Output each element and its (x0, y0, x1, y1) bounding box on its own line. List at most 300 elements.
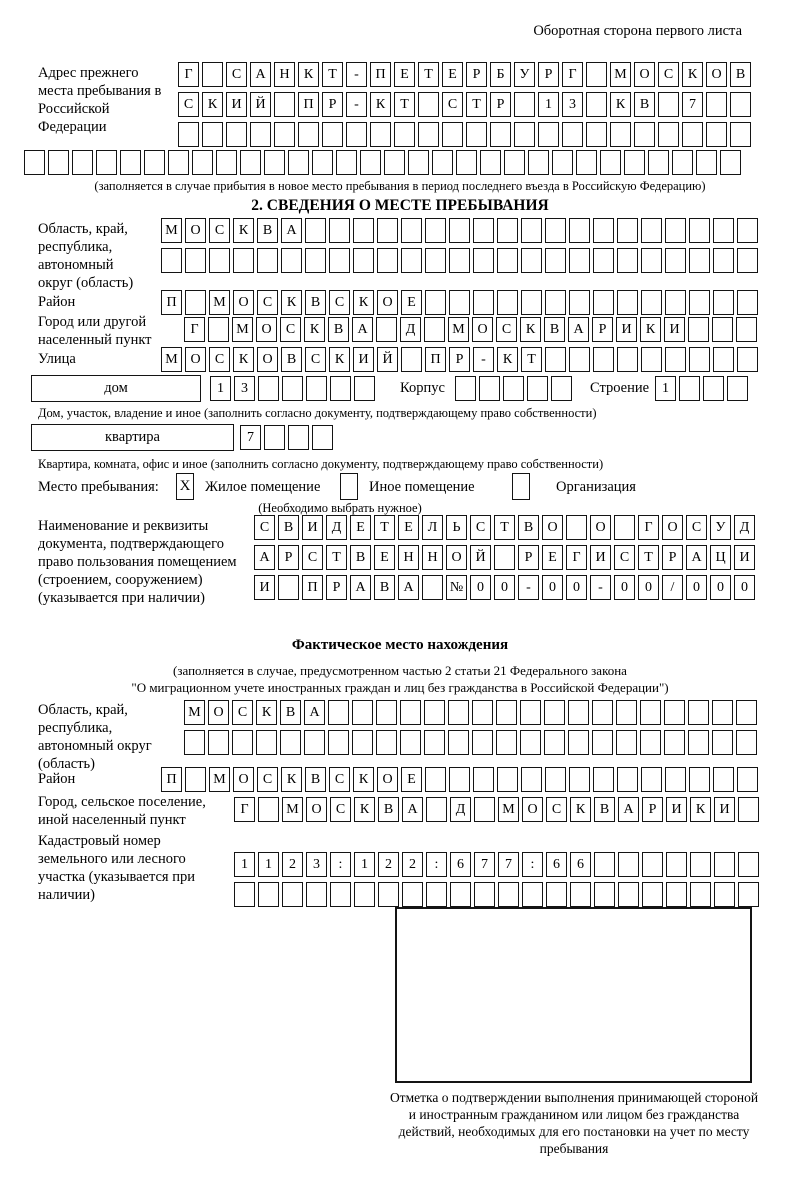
char-box (738, 797, 759, 822)
char-box (617, 248, 638, 273)
char-box: С (329, 767, 350, 792)
char-box (690, 852, 711, 877)
char-box: В (730, 62, 751, 87)
char-box: И (353, 347, 374, 372)
char-box (418, 92, 439, 117)
char-box (617, 347, 638, 372)
char-box (576, 150, 597, 175)
char-box: 0 (734, 575, 755, 600)
char-box: Р (278, 545, 299, 570)
char-box: В (280, 700, 301, 725)
char-box (664, 730, 685, 755)
char-box: Л (422, 515, 443, 540)
document-row-2 (254, 545, 755, 570)
char-box (736, 317, 757, 342)
char-box (545, 347, 566, 372)
char-box (402, 882, 423, 907)
char-box (738, 882, 759, 907)
char-box: - (590, 575, 611, 600)
char-box (448, 730, 469, 755)
char-box (569, 218, 590, 243)
char-box: К (682, 62, 703, 87)
char-box (370, 122, 391, 147)
char-box: Д (326, 515, 347, 540)
char-box (594, 882, 615, 907)
char-box (666, 852, 687, 877)
char-box: В (374, 575, 395, 600)
actual-region-row-1 (184, 700, 757, 725)
char-box (425, 248, 446, 273)
apartment-row (240, 425, 333, 450)
char-box (306, 882, 327, 907)
char-box: С (280, 317, 301, 342)
char-box: К (256, 700, 277, 725)
char-box: В (350, 545, 371, 570)
char-box: К (353, 290, 374, 315)
char-box: О (634, 62, 655, 87)
house-row (210, 376, 375, 401)
apartment-labelbox: квартира (31, 424, 234, 451)
char-box (282, 376, 303, 401)
house-labelbox: дом (31, 375, 201, 402)
char-box: Р (642, 797, 663, 822)
char-box: 6 (570, 852, 591, 877)
house-hint: Дом, участок, владение и иное (заполнить согласно документу, подтверждающему право собственности) (38, 406, 597, 420)
char-box (442, 122, 463, 147)
char-box: Р (518, 545, 539, 570)
char-box (713, 218, 734, 243)
char-box: К (690, 797, 711, 822)
char-box (168, 150, 189, 175)
char-box: 0 (686, 575, 707, 600)
char-box (216, 150, 237, 175)
char-box (689, 248, 710, 273)
char-box (354, 376, 375, 401)
char-box: Е (350, 515, 371, 540)
char-box: Е (542, 545, 563, 570)
char-box: О (208, 700, 229, 725)
char-box (689, 290, 710, 315)
actual-region-label: Область, край, республика, автономный округ (область) (38, 702, 152, 772)
char-box: Е (401, 767, 422, 792)
char-box (257, 248, 278, 273)
char-box: Г (562, 62, 583, 87)
char-box (538, 122, 559, 147)
stroenie-row (655, 376, 748, 401)
char-box (545, 218, 566, 243)
char-box: Г (178, 62, 199, 87)
char-box (422, 575, 443, 600)
char-box: С (257, 290, 278, 315)
char-box (586, 92, 607, 117)
char-box (706, 92, 727, 117)
char-box: А (281, 218, 302, 243)
char-box (641, 290, 662, 315)
char-box: В (305, 767, 326, 792)
char-box: Н (422, 545, 443, 570)
char-box: И (226, 92, 247, 117)
char-box: О (185, 218, 206, 243)
char-box (618, 882, 639, 907)
cadastral-row-2 (234, 882, 759, 907)
char-box (714, 852, 735, 877)
char-box (312, 150, 333, 175)
char-box: 0 (494, 575, 515, 600)
char-box (736, 730, 757, 755)
char-box (592, 730, 613, 755)
char-box (329, 248, 350, 273)
char-box: О (256, 317, 277, 342)
char-box (480, 150, 501, 175)
char-box (298, 122, 319, 147)
char-box: К (353, 767, 374, 792)
char-box (514, 122, 535, 147)
char-box: С (658, 62, 679, 87)
char-box: В (378, 797, 399, 822)
char-box: А (254, 545, 275, 570)
char-box (545, 290, 566, 315)
char-box: Й (250, 92, 271, 117)
char-box (472, 730, 493, 755)
char-box: У (710, 515, 731, 540)
char-box: С (496, 317, 517, 342)
char-box: О (590, 515, 611, 540)
actual-district-label: Район (38, 771, 76, 787)
char-box (690, 882, 711, 907)
char-box: А (350, 575, 371, 600)
char-box (688, 317, 709, 342)
char-box (545, 767, 566, 792)
stay-type-hint: (Необходимо выбрать нужное) (258, 501, 422, 515)
char-box: С (330, 797, 351, 822)
char-box (312, 425, 333, 450)
char-box (425, 767, 446, 792)
char-box: Ь (446, 515, 467, 540)
char-box: М (232, 317, 253, 342)
char-box: Е (442, 62, 463, 87)
char-box (360, 150, 381, 175)
char-box (376, 730, 397, 755)
char-box: С (209, 347, 230, 372)
char-box (594, 852, 615, 877)
char-box: М (209, 767, 230, 792)
stay-other-label: Иное помещение (369, 479, 475, 495)
char-box (713, 290, 734, 315)
char-box (466, 122, 487, 147)
char-box (24, 150, 45, 175)
char-box (450, 882, 471, 907)
char-box (256, 730, 277, 755)
char-box (72, 150, 93, 175)
char-box (720, 150, 741, 175)
char-box: К (281, 290, 302, 315)
char-box (712, 730, 733, 755)
char-box (400, 700, 421, 725)
char-box (305, 218, 326, 243)
char-box (497, 767, 518, 792)
char-box: А (398, 575, 419, 600)
char-box (209, 248, 230, 273)
char-box: И (302, 515, 323, 540)
char-box: Г (638, 515, 659, 540)
char-box (401, 347, 422, 372)
char-box (497, 218, 518, 243)
char-box: П (161, 290, 182, 315)
char-box: П (370, 62, 391, 87)
char-box (377, 248, 398, 273)
char-box: В (594, 797, 615, 822)
char-box: О (446, 545, 467, 570)
char-box: Г (184, 317, 205, 342)
char-box: Т (394, 92, 415, 117)
actual-district-row (161, 767, 758, 792)
char-box (712, 317, 733, 342)
char-box (617, 767, 638, 792)
char-box (703, 376, 724, 401)
char-box: К (329, 347, 350, 372)
char-box (641, 347, 662, 372)
cadastral-row-1 (234, 852, 759, 877)
char-box (712, 700, 733, 725)
char-box (586, 62, 607, 87)
char-box (400, 730, 421, 755)
actual-city-row (234, 797, 759, 822)
char-box: С (302, 545, 323, 570)
char-box (737, 347, 758, 372)
char-box: С (254, 515, 275, 540)
char-box (666, 882, 687, 907)
char-box: Р (322, 92, 343, 117)
stamp-box (395, 907, 752, 1083)
char-box (394, 122, 415, 147)
char-box: Т (374, 515, 395, 540)
char-box: С (614, 545, 635, 570)
char-box (473, 767, 494, 792)
char-box (250, 122, 271, 147)
char-box: К (520, 317, 541, 342)
char-box: О (377, 767, 398, 792)
char-box (592, 700, 613, 725)
char-box (496, 700, 517, 725)
char-box (664, 700, 685, 725)
char-box (376, 317, 397, 342)
char-box (527, 376, 548, 401)
char-box (682, 122, 703, 147)
char-box (689, 347, 710, 372)
char-box: С (470, 515, 491, 540)
char-box: С (257, 767, 278, 792)
char-box: 0 (710, 575, 731, 600)
char-box (600, 150, 621, 175)
char-box (618, 852, 639, 877)
char-box (96, 150, 117, 175)
char-box: Е (398, 515, 419, 540)
char-box (240, 150, 261, 175)
char-box: 1 (258, 852, 279, 877)
char-box (346, 122, 367, 147)
char-box: А (304, 700, 325, 725)
char-box (593, 248, 614, 273)
char-box (288, 150, 309, 175)
char-box (473, 290, 494, 315)
char-box (353, 248, 374, 273)
char-box: Т (466, 92, 487, 117)
char-box (544, 730, 565, 755)
char-box (161, 248, 182, 273)
char-box (352, 700, 373, 725)
char-box: 7 (498, 852, 519, 877)
char-box (504, 150, 525, 175)
prev-address-hint: (заполняется в случае прибытия в новое место пребывания в период последнего въезда в Российскую Федерацию) (94, 179, 706, 193)
city-label: Город или другой населенный пункт (38, 314, 152, 348)
char-box: А (568, 317, 589, 342)
korpus-row (455, 376, 572, 401)
char-box (688, 730, 709, 755)
char-box: 1 (354, 852, 375, 877)
char-box (730, 92, 751, 117)
char-box (336, 150, 357, 175)
char-box (330, 376, 351, 401)
char-box: К (233, 218, 254, 243)
char-box: К (610, 92, 631, 117)
char-box: О (306, 797, 327, 822)
char-box: О (233, 767, 254, 792)
char-box (497, 290, 518, 315)
char-box (264, 425, 285, 450)
char-box (617, 290, 638, 315)
char-box: Е (401, 290, 422, 315)
district-row (161, 290, 758, 315)
char-box (449, 218, 470, 243)
char-box: С (178, 92, 199, 117)
char-box: Й (470, 545, 491, 570)
char-box (593, 347, 614, 372)
char-box (474, 797, 495, 822)
char-box: 7 (682, 92, 703, 117)
char-box (658, 92, 679, 117)
char-box (490, 122, 511, 147)
char-box: И (664, 317, 685, 342)
char-box: М (161, 347, 182, 372)
char-box (234, 882, 255, 907)
char-box: 2 (378, 852, 399, 877)
char-box: Д (734, 515, 755, 540)
char-box: Ц (710, 545, 731, 570)
region-label: Область, край, республика, автономный округ (область) (38, 221, 134, 291)
char-box (185, 248, 206, 273)
char-box: В (634, 92, 655, 117)
char-box (329, 218, 350, 243)
char-box (401, 218, 422, 243)
char-box: 0 (542, 575, 563, 600)
char-box (376, 700, 397, 725)
stay-type-label: Место пребывания: (38, 479, 159, 495)
char-box (274, 92, 295, 117)
street-label: Улица (38, 351, 76, 367)
char-box: Й (377, 347, 398, 372)
char-box: Т (494, 515, 515, 540)
street-row (161, 347, 758, 372)
char-box: С (442, 92, 463, 117)
char-box: К (304, 317, 325, 342)
char-box (264, 150, 285, 175)
char-box: 2 (282, 852, 303, 877)
char-box (401, 248, 422, 273)
char-box: А (352, 317, 373, 342)
char-box: В (257, 218, 278, 243)
district-label: Район (38, 294, 76, 310)
stamp-caption: Отметка о подтверждении выполнения принимающей стороной и иностранным гражданином или лицом без гражданства действий, необходимых для его постановки на учет по месту пребывания (389, 1090, 759, 1156)
char-box (354, 882, 375, 907)
char-box (570, 882, 591, 907)
char-box (384, 150, 405, 175)
char-box (665, 767, 686, 792)
char-box (479, 376, 500, 401)
char-box (185, 290, 206, 315)
char-box (472, 700, 493, 725)
char-box (232, 730, 253, 755)
char-box (449, 767, 470, 792)
stay-organization-checkbox (512, 473, 530, 500)
char-box: : (330, 852, 351, 877)
char-box (641, 767, 662, 792)
char-box (614, 515, 635, 540)
char-box: А (250, 62, 271, 87)
char-box: И (666, 797, 687, 822)
char-box (737, 767, 758, 792)
char-box: О (377, 290, 398, 315)
char-box: Т (326, 545, 347, 570)
char-box (642, 882, 663, 907)
char-box (713, 347, 734, 372)
char-box (426, 882, 447, 907)
char-box (456, 150, 477, 175)
char-box (258, 376, 279, 401)
char-box (192, 150, 213, 175)
char-box (274, 122, 295, 147)
section2-title: 2. СВЕДЕНИЯ О МЕСТЕ ПРЕБЫВАНИЯ (251, 197, 549, 214)
char-box: В (518, 515, 539, 540)
char-box: 7 (240, 425, 261, 450)
actual-location-note-1: (заполняется в случае, предусмотренном частью 2 статьи 21 Федерального закона (173, 663, 627, 678)
char-box (545, 248, 566, 273)
char-box (689, 767, 710, 792)
char-box (569, 248, 590, 273)
char-box: Д (400, 317, 421, 342)
actual-location-title: Фактическое место нахождения (291, 637, 509, 653)
char-box: 6 (450, 852, 471, 877)
char-box: В (278, 515, 299, 540)
char-box: П (161, 767, 182, 792)
char-box (377, 218, 398, 243)
char-box: 3 (234, 376, 255, 401)
char-box (425, 290, 446, 315)
char-box: С (209, 218, 230, 243)
char-box: К (298, 62, 319, 87)
char-box: Р (466, 62, 487, 87)
char-box (706, 122, 727, 147)
char-box (679, 376, 700, 401)
char-box (616, 730, 637, 755)
char-box: С (329, 290, 350, 315)
char-box (184, 730, 205, 755)
char-box: № (446, 575, 467, 600)
char-box (593, 767, 614, 792)
char-box (616, 700, 637, 725)
char-box: Е (394, 62, 415, 87)
char-box: 0 (638, 575, 659, 600)
char-box (304, 730, 325, 755)
